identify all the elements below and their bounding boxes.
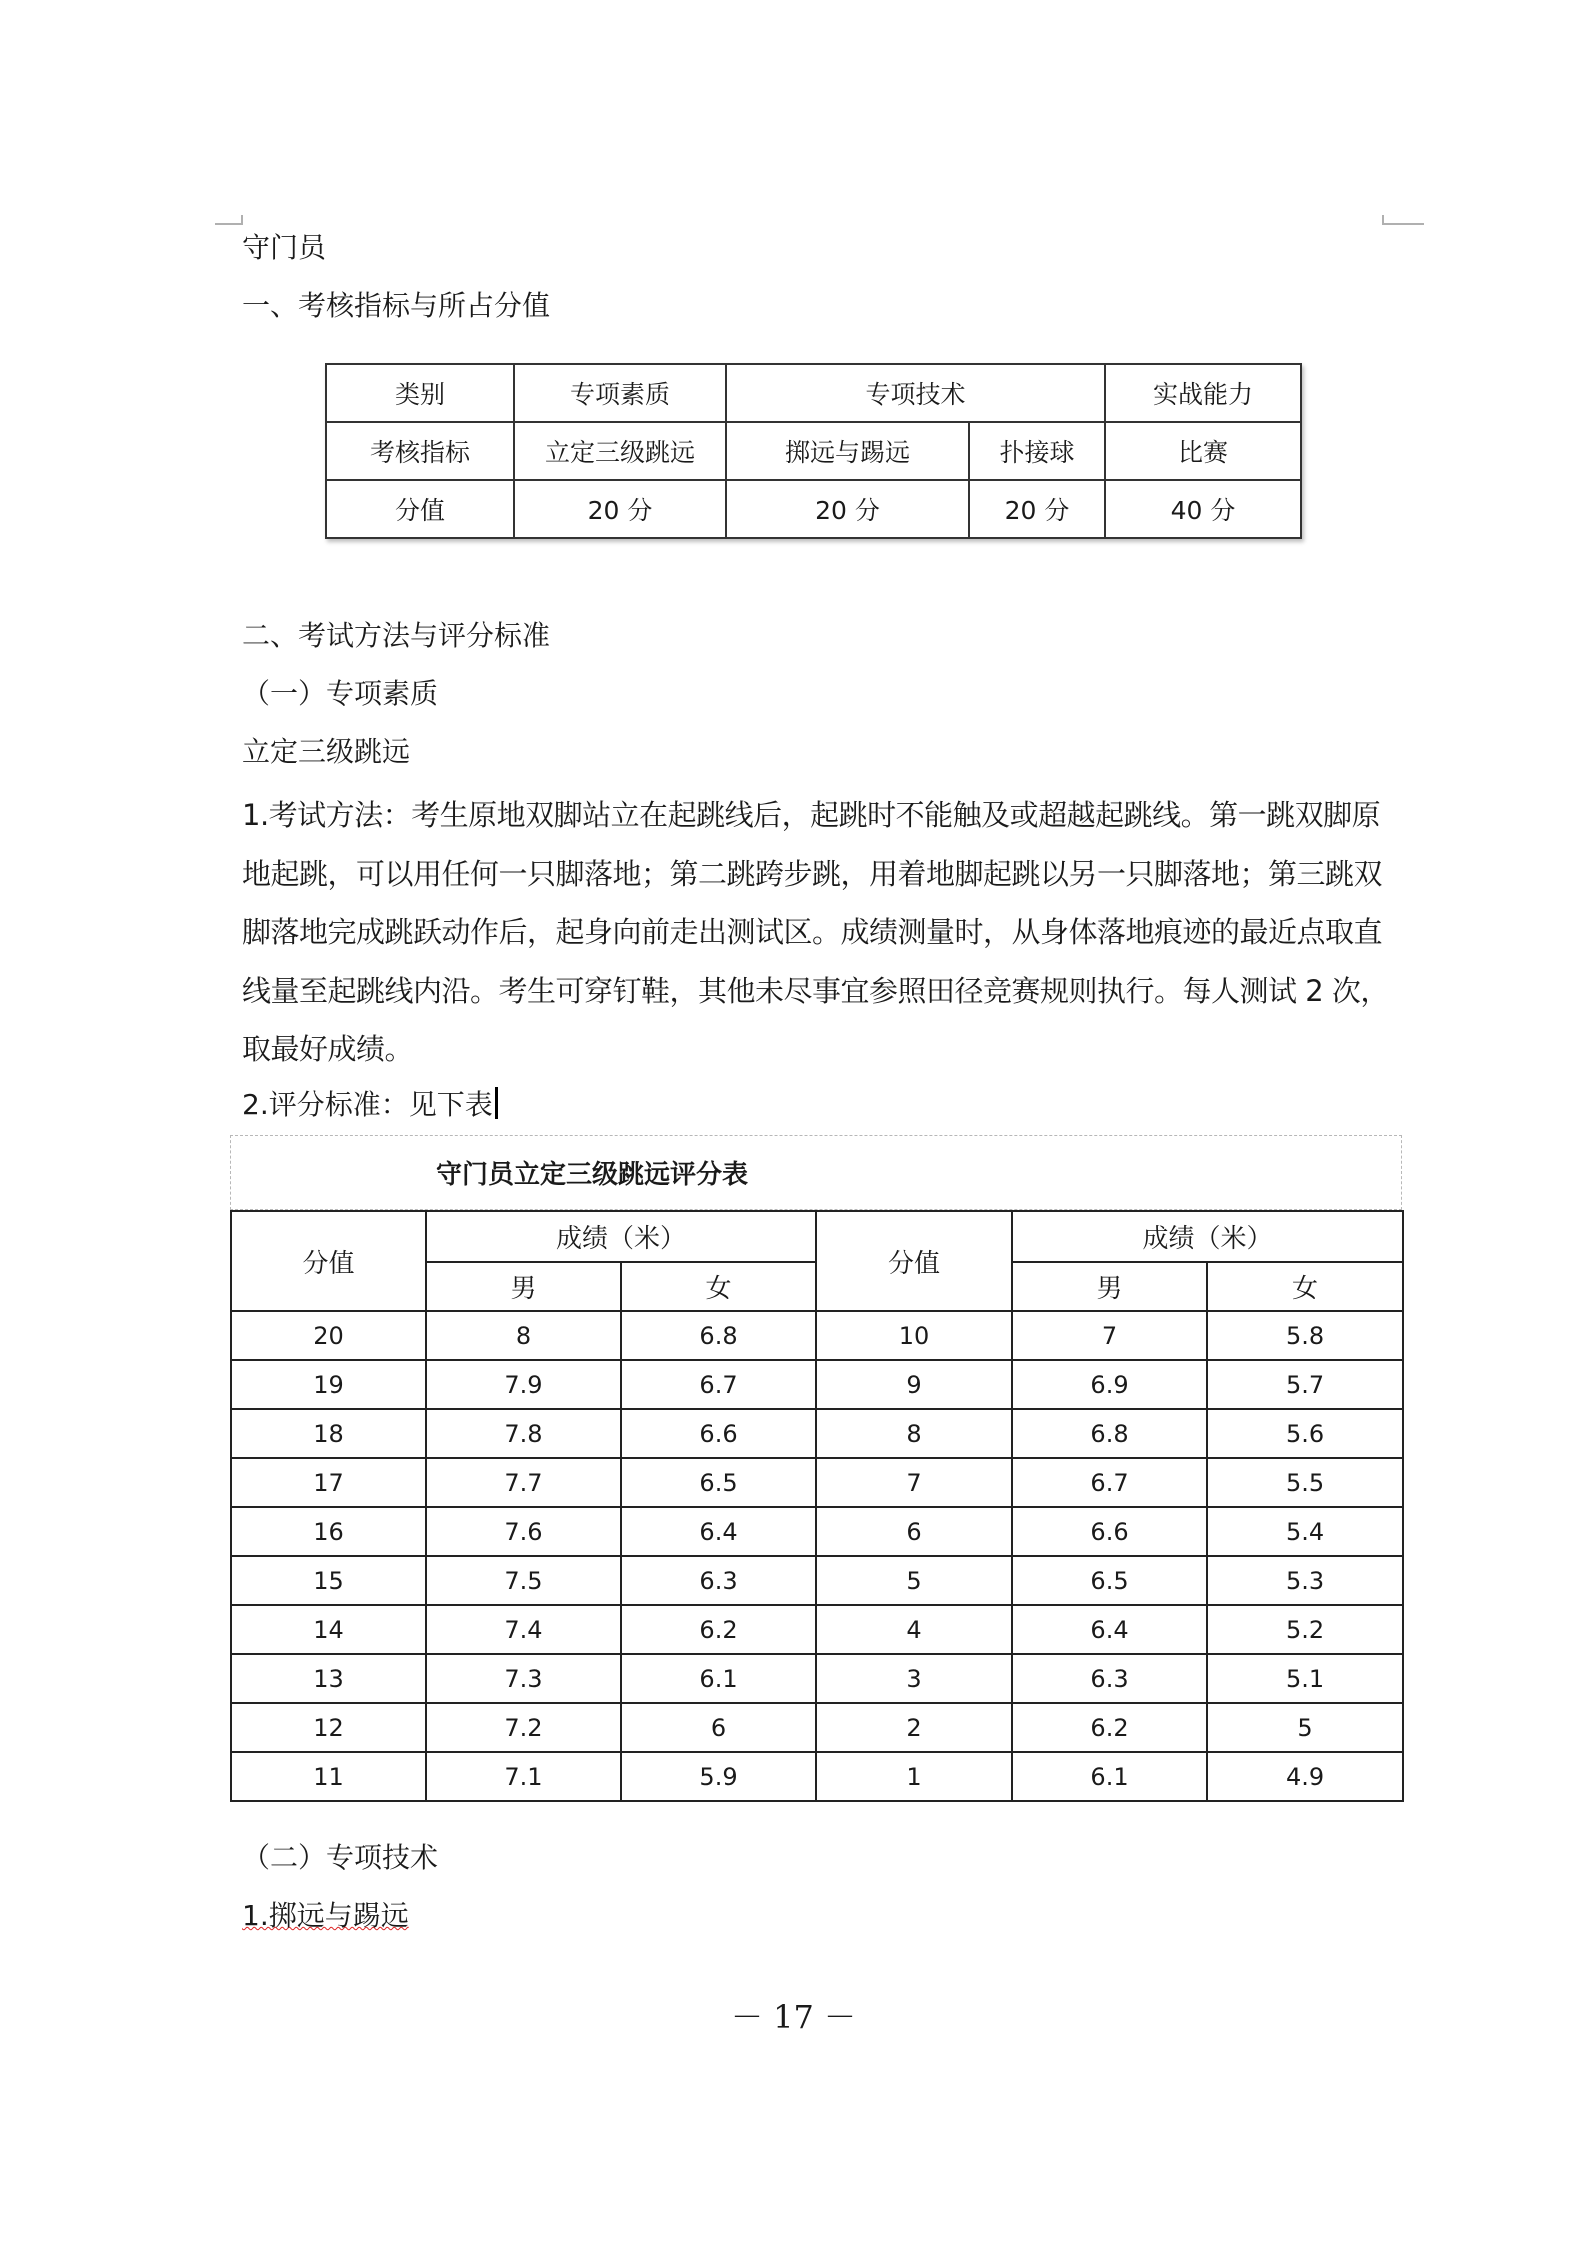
score-table: [230, 1210, 1404, 1802]
table-cell: 5.1: [1207, 1654, 1403, 1703]
table-cell: 4.9: [1207, 1752, 1403, 1801]
header-male: 男: [1012, 1262, 1207, 1311]
table-cell: 5.6: [1207, 1409, 1403, 1458]
table-cell: 7.5: [426, 1556, 621, 1605]
table-cell: 6.8: [1012, 1409, 1207, 1458]
table-cell: 6.7: [621, 1360, 816, 1409]
table-cell: 18: [231, 1409, 426, 1458]
table-cell: 6.8: [621, 1311, 816, 1360]
heading: 守门员: [242, 231, 327, 264]
t1-cell: 专项技术: [726, 364, 1105, 422]
t1-cell: 分值: [326, 480, 514, 538]
table-cell: 17: [231, 1458, 426, 1507]
t1-cell: 比赛: [1105, 422, 1301, 480]
item-2-title: [242, 1896, 409, 1936]
table-cell: 16: [231, 1507, 426, 1556]
t1-cell: 20 分: [514, 480, 726, 538]
table-cell: 6.3: [1012, 1654, 1207, 1703]
table-cell: 5.2: [1207, 1605, 1403, 1654]
page-number: － 17 －: [730, 1998, 857, 2036]
table-cell: 13: [231, 1654, 426, 1703]
header-result: 成绩（米）: [1012, 1211, 1403, 1262]
table-cell: 5: [1207, 1703, 1403, 1752]
table-cell: 7.9: [426, 1360, 621, 1409]
table-cell: 7.8: [426, 1409, 621, 1458]
item-2-text: 1.掷远与踢远: [242, 1899, 409, 1932]
table-cell: 7.4: [426, 1605, 621, 1654]
table-cell: 8: [816, 1409, 1012, 1458]
header-female: 女: [621, 1262, 816, 1311]
table-cell: 7.1: [426, 1752, 621, 1801]
table-cell: 1: [816, 1752, 1012, 1801]
t1-cell: 40 分: [1105, 480, 1301, 538]
table-row: [231, 1507, 1403, 1556]
table-row: [231, 1556, 1403, 1605]
item-title: 立定三级跳远: [242, 735, 411, 768]
table-cell: 2: [816, 1703, 1012, 1752]
table-row: [231, 1654, 1403, 1703]
table-cell: 5.4: [1207, 1507, 1403, 1556]
standard-text: 2.评分标准：见下表: [242, 1088, 493, 1121]
table-cell: 5.7: [1207, 1360, 1403, 1409]
header-result: 成绩（米）: [426, 1211, 816, 1262]
table-cell: 7.6: [426, 1507, 621, 1556]
table-cell: 12: [231, 1703, 426, 1752]
t1-cell: 实战能力: [1105, 364, 1301, 422]
assessment-table: [325, 363, 1302, 539]
table-row: [231, 1703, 1403, 1752]
table-row: [231, 1605, 1403, 1654]
table-cell: 7: [816, 1458, 1012, 1507]
header-male: 男: [426, 1262, 621, 1311]
table-cell: 10: [816, 1311, 1012, 1360]
table-cell: 6.3: [621, 1556, 816, 1605]
table-cell: 5.8: [1207, 1311, 1403, 1360]
table-row: [231, 1360, 1403, 1409]
subsection-1-title: （一）专项素质: [242, 677, 439, 710]
table-row: [231, 1458, 1403, 1507]
table-cell: 6.4: [1012, 1605, 1207, 1654]
t1-cell: 20 分: [969, 480, 1105, 538]
t1-cell: 考核指标: [326, 422, 514, 480]
table-cell: 11: [231, 1752, 426, 1801]
text-cursor: [495, 1087, 498, 1119]
table-cell: 7.2: [426, 1703, 621, 1752]
table-cell: 20: [231, 1311, 426, 1360]
table-cell: 7: [1012, 1311, 1207, 1360]
table-cell: 6.2: [1012, 1703, 1207, 1752]
header-score: 分值: [816, 1211, 1012, 1311]
table-cell: 4: [816, 1605, 1012, 1654]
table-row: [231, 1752, 1403, 1801]
table-cell: 6.6: [621, 1409, 816, 1458]
table-row: [231, 1409, 1403, 1458]
crop-mark-right: [1382, 215, 1424, 225]
method-paragraph: 1.考试方法：考生原地双脚站立在起跳线后，起跳时不能触及或超越起跳线。第一跳双脚原地起跳，可以用任何一只脚落地；第二跳跨步跳，用着地脚起跳以另一只脚落地；第三跳双脚落地完成跳跃动作后，起身向前走出测试区。成绩测量时，从身体落地痕迹的最近点取直线量至起跳线内沿。考生可穿钉鞋，其他未尽事宜参照田径竞赛规则执行。每人测试 2 次，取最好成绩。: [242, 798, 1389, 1066]
table-cell: 6.9: [1012, 1360, 1207, 1409]
table-cell: 3: [816, 1654, 1012, 1703]
table-cell: 6.6: [1012, 1507, 1207, 1556]
table-cell: 15: [231, 1556, 426, 1605]
table-cell: 9: [816, 1360, 1012, 1409]
header-female: 女: [1207, 1262, 1403, 1311]
table-cell: 5.3: [1207, 1556, 1403, 1605]
table-cell: 6.1: [1012, 1752, 1207, 1801]
table-cell: 7.3: [426, 1654, 621, 1703]
table-cell: 5.5: [1207, 1458, 1403, 1507]
t1-cell: 专项素质: [514, 364, 726, 422]
table-cell: 7.7: [426, 1458, 621, 1507]
table-cell: 6.5: [1012, 1556, 1207, 1605]
section-1-title: 一、考核指标与所占分值: [242, 289, 551, 322]
t1-cell: 扑接球: [969, 422, 1105, 480]
table-row: [231, 1311, 1403, 1360]
table-cell: 5: [816, 1556, 1012, 1605]
table-cell: 6.4: [621, 1507, 816, 1556]
section-2-title: 二、考试方法与评分标准: [242, 619, 551, 652]
table-cell: 6: [816, 1507, 1012, 1556]
table-cell: 19: [231, 1360, 426, 1409]
subsection-2-title: （二）专项技术: [242, 1841, 439, 1874]
table-cell: 5.9: [621, 1752, 816, 1801]
header-score: 分值: [231, 1211, 426, 1311]
crop-mark-left: [215, 215, 243, 225]
t1-cell: 掷远与踢远: [726, 422, 969, 480]
t1-cell: 立定三级跳远: [514, 422, 726, 480]
score-table-title-box: [230, 1135, 1402, 1210]
table-cell: 6.5: [621, 1458, 816, 1507]
table-cell: 14: [231, 1605, 426, 1654]
table-cell: 6.7: [1012, 1458, 1207, 1507]
table-cell: 6.2: [621, 1605, 816, 1654]
table-cell: 8: [426, 1311, 621, 1360]
standard-line[interactable]: [242, 1085, 498, 1125]
table-cell: 6: [621, 1703, 816, 1752]
t1-cell: 20 分: [726, 480, 969, 538]
table-cell: 6.1: [621, 1654, 816, 1703]
t1-cell: 类别: [326, 364, 514, 422]
score-table-title: 守门员立定三级跳远评分表: [436, 1160, 749, 1190]
